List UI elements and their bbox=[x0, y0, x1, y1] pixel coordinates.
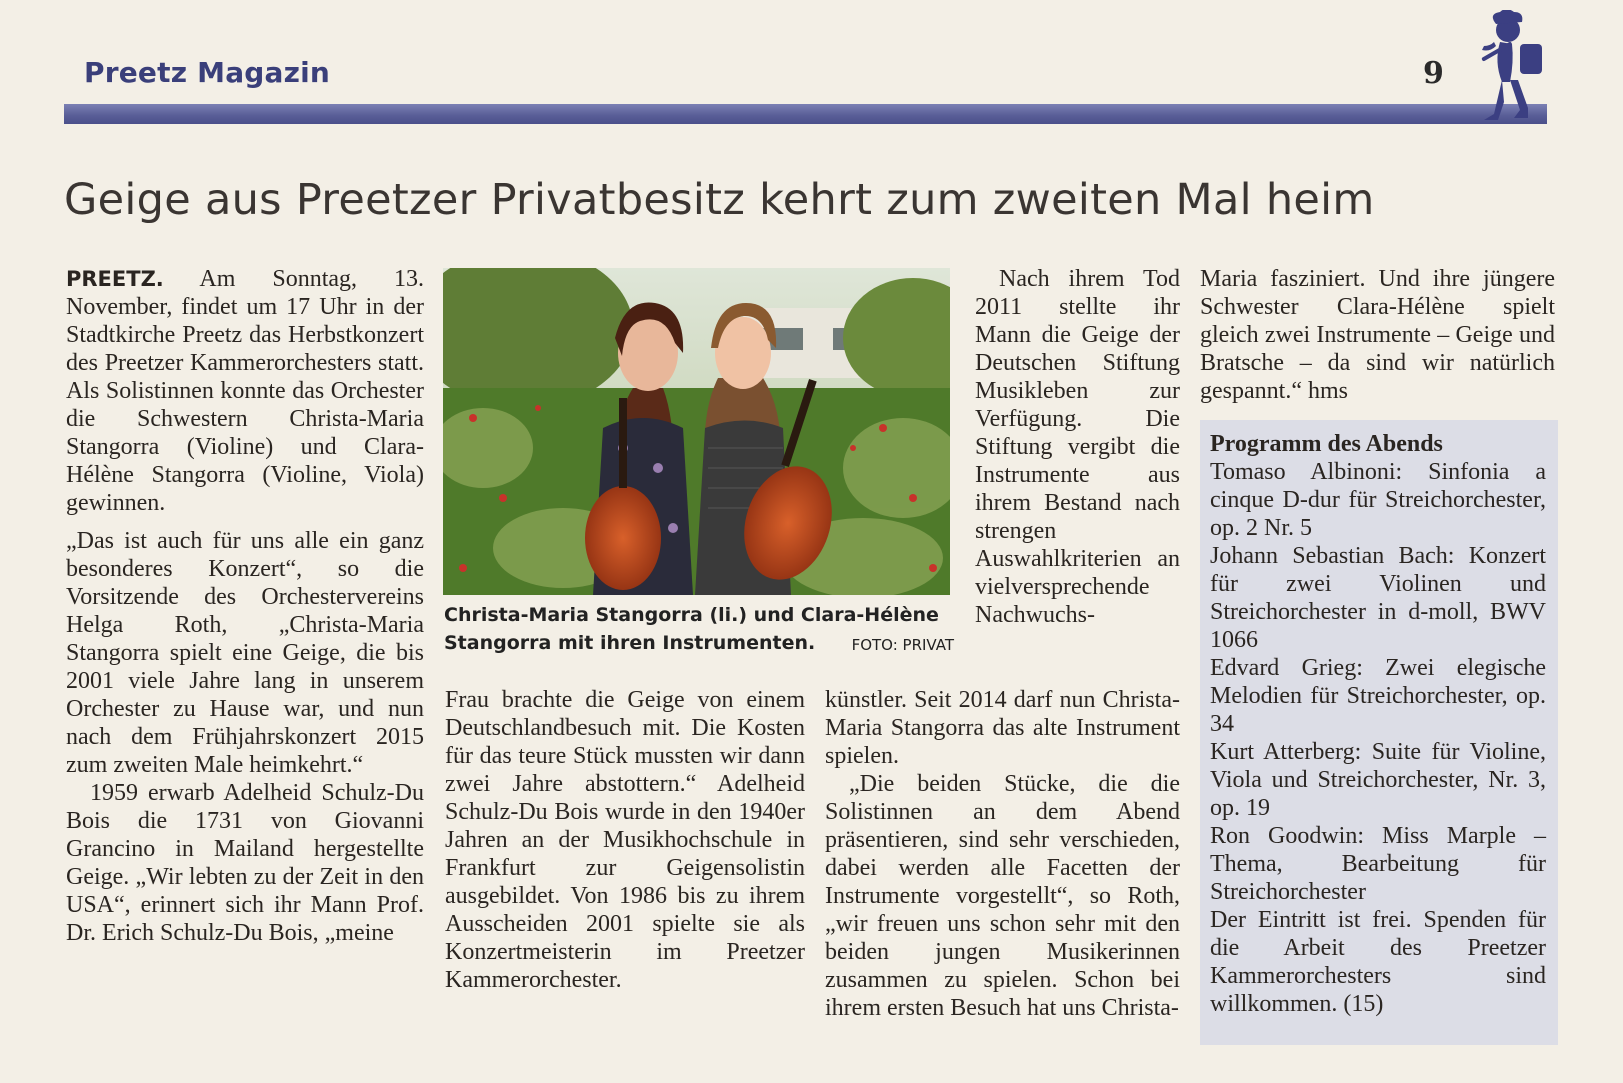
paragraph: „Die beiden Stücke, die die Solistinnen an dem Abend präsentieren, sind sehr verschieden, dabei werden alle Facetten der Instrumente vorgestellt“, so Roth, „wir freuen uns schon sehr mit den beiden jungen Musikerinnen zusammen zu spielen. Schon bei ihrem ersten Besuch hat uns Christa- bbox=[825, 771, 1180, 1021]
paragraph: Maria fasziniert. Und ihre jüngere Schwester Clara-Hélène spielt gleich zwei Instrumente – Geige und Bratsche – da sind wir natürlich gespannt.“ hms bbox=[1200, 266, 1555, 404]
program-item: Edvard Grieg: Zwei elegische Melodien für Streichorchester, op. 34 bbox=[1210, 655, 1546, 737]
article-column-1 bbox=[66, 265, 424, 947]
headline: Geige aus Preetzer Privatbesitz kehrt zum zweiten Mal heim bbox=[64, 175, 1375, 225]
paragraph: Frau brachte die Geige von einem Deutschlandbesuch mit. Die Kosten für das teure Stück mussten wir dann zwei Jahre abstottern.“ Adelheid Schulz-Du Bois wurde in den 1940er Jahren an der Musikhochschule in Frankfurt zur Geigensolistin ausgebildet. Von 1986 bis zu ihrem Ausscheiden 2001 spielte sie als Konzertmeisterin im Preetzer Kammerorchester. bbox=[445, 687, 805, 993]
page-number: 9 bbox=[1423, 56, 1444, 91]
paragraph: künstler. Seit 2014 darf nun Christa-Maria Stangorra das alte Instrument spielen. bbox=[825, 687, 1180, 769]
program-item: Kurt Atterberg: Suite für Violine, Viola und Streichorchester, Nr. 3, op. 19 bbox=[1210, 739, 1546, 821]
paragraph bbox=[66, 265, 424, 517]
photo-illustration bbox=[443, 268, 950, 595]
program-item: Johann Sebastian Bach: Konzert für zwei Violinen und Streichorchester in d-moll, BWV 1066 bbox=[1210, 543, 1546, 653]
masthead-title: Preetz Magazin bbox=[84, 56, 331, 89]
flute-player-mascot-icon bbox=[1466, 10, 1556, 130]
masthead-rule-bar bbox=[64, 104, 1547, 124]
program-item: Der Eintritt ist frei. Spenden für die Arbeit des Preetzer Kammerorchesters sind willkommen. (15) bbox=[1210, 907, 1546, 1017]
paragraph: „Das ist auch für uns alle ein ganz besonderes Konzert“, so die Vorsitzende des Orchestervereins Helga Roth, „Christa-Maria Stangorra spielt eine Geige, die bis 2001 viele Jahre lang in unserem Orchester zu Hause war, und nun nach dem Frühjahrskonzert 2015 zum zweiten Male heimkehrt.“ bbox=[66, 528, 424, 778]
dateline: PREETZ. bbox=[66, 267, 164, 291]
photo-caption bbox=[444, 601, 954, 659]
article-photo bbox=[443, 268, 950, 595]
caption-text: Christa-Maria Stangorra (li.) und Clara-Hélène Stangorra mit ihren Instrumenten. bbox=[444, 604, 939, 654]
program-item: Ron Goodwin: Miss Marple – Thema, Bearbeitung für Streichorchester bbox=[1210, 823, 1546, 905]
article-column-3-bottom bbox=[825, 686, 1180, 1022]
article-column-4 bbox=[1200, 265, 1555, 405]
paragraph-text: Am Sonntag, 13. November, findet um 17 Uhr in der Stadtkirche Preetz das Herbstkonzert des Preetzer Kammerorchesters statt. Als Solistinnen konnte das Orchester die Schwestern Christa-Maria Stangorra (Violine) und Clara-Hélène Stangorra (Violine, Viola) gewinnen. bbox=[66, 266, 424, 516]
article-column-3-top bbox=[975, 265, 1180, 629]
article-column-2 bbox=[445, 686, 805, 994]
program-title: Programm des Abends bbox=[1210, 431, 1443, 457]
paragraph: 1959 erwarb Adelheid Schulz-Du Bois die 1731 von Giovanni Grancino in Mailand hergestellte Geige. „Wir lebten zu der Zeit in den USA“, erinnert sich ihr Mann Prof. Dr. Erich Schulz-Du Bois, „meine bbox=[66, 780, 424, 946]
photo-credit: FOTO: PRIVAT bbox=[851, 636, 954, 654]
program-list bbox=[1210, 430, 1546, 1018]
paragraph: Nach ihrem Tod 2011 stellte ihr Mann die Geige der Deutschen Stiftung Musikleben zur Verfügung. Die Stiftung vergibt die Instrumente aus ihrem Bestand nach strengen Auswahlkriterien an vielversprechende Nachwuchs- bbox=[975, 266, 1180, 628]
program-item: Tomaso Albinoni: Sinfonia a cinque D-dur für Streichorchester, op. 2 Nr. 5 bbox=[1210, 459, 1546, 541]
